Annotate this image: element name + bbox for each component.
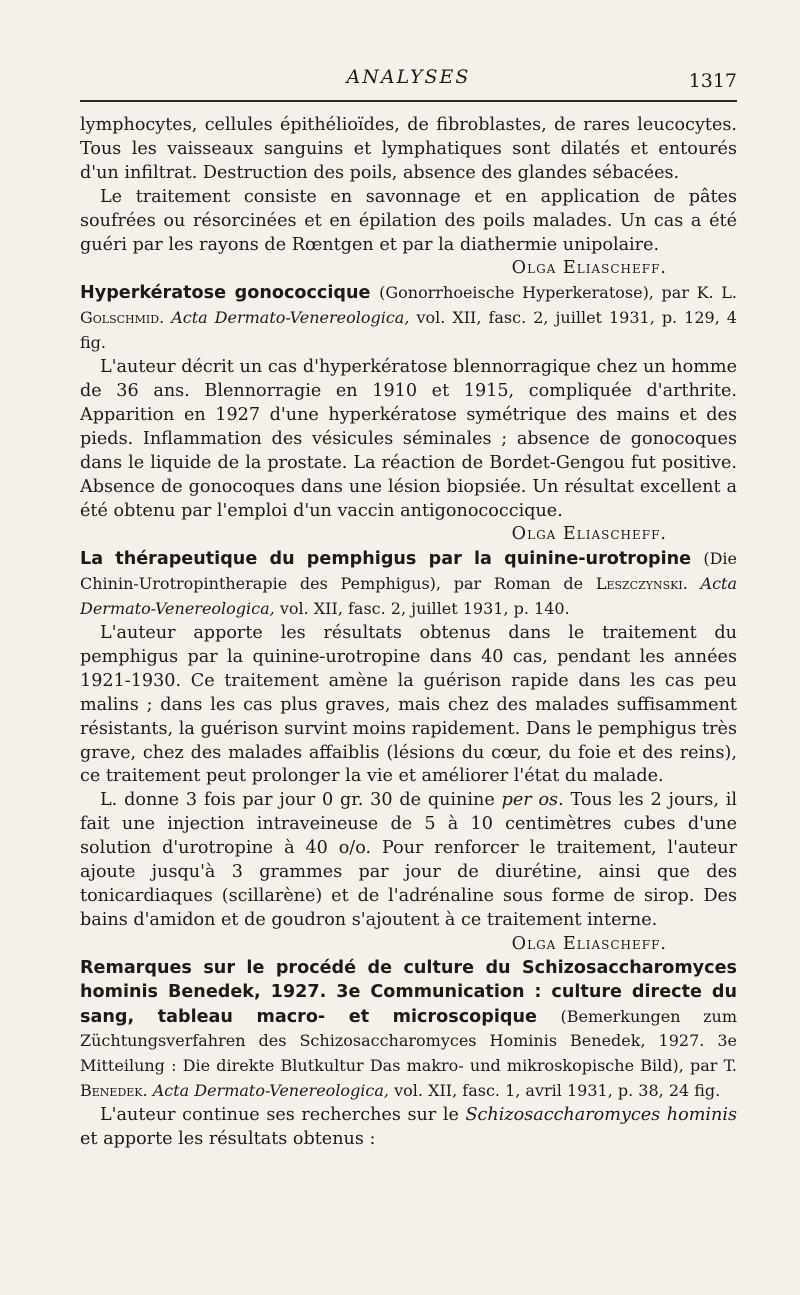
page-body	[80, 114, 737, 1152]
article-paragraph: L'auteur décrit un cas d'hyperkératose blennorragique chez un homme de 36 ans. Blennorragie en 1910 et 1915, compliquée d'arthrite. Apparition en 1927 d'une hyperkératose symétrique des mains et des pieds. Inflammation des vésicules séminales ; absence de gonocoques dans le liquide de la prostate. La réaction de Bordet-Gengou fut positive. Absence de gonocoques dans une lésion biopsiée. Un résultat excellent a été obtenu par l'emploi d'un vaccin antigonococcique.	[80, 357, 737, 521]
source-text: vol. XII, fasc. 2, juillet 1931, p. 140.	[279, 599, 570, 619]
article-paragraph	[80, 1104, 737, 1152]
continuation-paragraph: lymphocytes, cellules épithélioïdes, de fibroblastes, de rares leucocytes. Tous les vaisseaux sanguins et lymphatiques sont dilatés et entourés d'un infiltrat. Destruction des poils, absence des glandes sébacées.	[80, 115, 737, 183]
source-text: vol. XII, fasc. 2, juillet 1931, p. 129, 4 fig.	[80, 308, 737, 353]
paragraph-text: L. donne 3 fois par jour 0 gr. 30 de quinine	[100, 790, 495, 811]
article-heading	[80, 281, 737, 356]
signature: Olga Eliascheff.	[511, 258, 667, 279]
signature: Olga Eliascheff.	[511, 524, 667, 545]
source-text: (Gonorrhoeische Hyperkeratose), par K. L.	[379, 283, 737, 303]
article-title: Hyperkératose gonococcique	[80, 283, 371, 304]
author-name: Golschmid.	[80, 308, 165, 328]
article-heading	[80, 547, 737, 622]
continuation-paragraph: Le traitement consiste en savonnage et en application de pâtes soufrées ou résorcinées et en épilation des poils malades. Un cas a été guéri par les rayons de Rœntgen et par la diathermie unipolaire.	[80, 186, 737, 255]
author-name: Benedek.	[80, 1081, 148, 1101]
journal-name: Acta Dermato-Venereologica,	[80, 574, 738, 619]
article-paragraph	[80, 789, 737, 932]
author-name: Leszczynski.	[595, 574, 688, 594]
page-header	[80, 66, 737, 102]
article-heading	[80, 957, 737, 1104]
source-text: vol. XII, fasc. 1, avril 1931, p. 38, 24 fig.	[394, 1081, 721, 1101]
paragraph-text: Tous les 2 jours, il fait une injection intraveineuse de 5 à 10 centimètres cubes d'une solution d'urotropine à 40 o/o. Pour renforcer le traitement, l'auteur ajoute jusqu'à 3 grammes par jour de diurétine, ainsi que des tonicardiaques (scillarène) et de l'adrénaline sous forme de sirop. Des bains d'amidon et de goudron s'ajoutent à ce traitement interne.	[80, 790, 737, 930]
running-title: ANALYSES	[346, 66, 471, 88]
article-paragraph: L'auteur apporte les résultats obtenus dans le traitement du pemphigus par la quinine-urotropine dans 40 cas, pendant les années 1921-1930. Ce traitement amène la guérison rapide dans les cas peu malins ; dans les cas plus graves, mais chez des malades suffisamment résistants, la guérison survint moins rapidement. Dans le pemphigus très grave, chez des malades affaiblis (lésions du cœur, du foie et des reins), ce traitement peut prolonger la vie et améliorer l'état du malade.	[80, 623, 737, 787]
emphasis-text: Schizosaccharomyces hominis	[465, 1105, 737, 1126]
source-text: (Bemerkungen zum Züchtungsverfahren des Schizosaccharomyces Hominis Benedek, 1927. 3e Mitteilung : Die direkte Blutkultur Das makro- und mikroskopische Bild), par T.	[80, 1006, 737, 1076]
article-title: La thérapeutique du pemphigus par la quinine-urotropine	[80, 549, 692, 570]
paragraph-text: L'auteur continue ses recherches sur le	[100, 1105, 459, 1126]
page-number: 1317	[688, 70, 737, 92]
emphasis-text: per os.	[501, 790, 564, 811]
source-text: (Die Chinin-Urotropintherapie des Pemphigus), par Roman de	[80, 549, 737, 594]
paragraph-text: et apporte les résultats obtenus :	[80, 1129, 376, 1150]
journal-name: Acta Dermato-Venereologica,	[171, 308, 410, 328]
journal-name: Acta Dermato-Venereologica,	[152, 1081, 390, 1101]
signature: Olga Eliascheff.	[511, 933, 667, 954]
article-title: Remarques sur le procédé de culture du Schizosaccharomyces hominis Benedek, 1927. 3e Communication : culture directe du sang, tableau macro- et microscopique	[80, 957, 737, 1027]
